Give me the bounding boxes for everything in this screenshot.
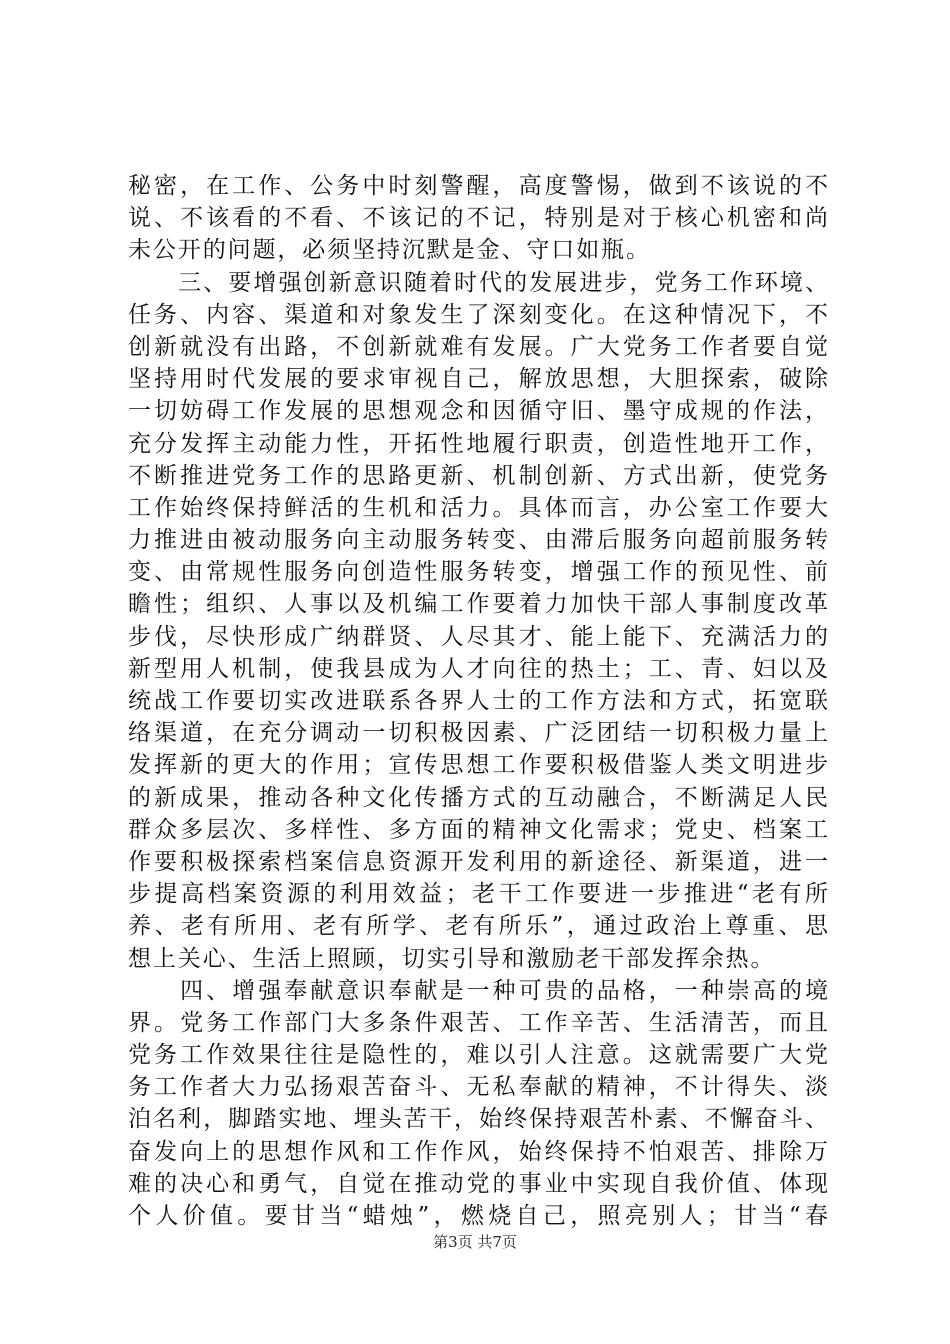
text-line: 统战工作要切实改进联系各界人士的工作方法和方式，拓宽联 xyxy=(128,688,828,714)
text-line: 养、老有所用、老有所学、老有所乐”，通过政治上尊重、思 xyxy=(128,913,828,940)
text-line: 作要积极探索档案信息资源开发利用的新途径、新渠道，进一 xyxy=(128,848,828,875)
text-line: 难的决心和勇气，自觉在推动党的事业中实现自我价值、体现 xyxy=(128,1170,828,1197)
text-line: 不断推进党务工作的思路更新、机制创新、方式出新，使党务 xyxy=(128,462,828,489)
text-line: 步提高档案资源的利用效益；老干工作要进一步推进“老有所 xyxy=(128,881,828,908)
text-line: 务工作者大力弘扬艰苦奋斗、无私奉献的精神，不计得失、淡 xyxy=(128,1074,828,1101)
text-line: 创新就没有出路，不创新就难有发展。广大党务工作者要自觉 xyxy=(128,333,828,360)
text-line: 奋发向上的思想作风和工作作风，始终保持不怕艰苦、排除万 xyxy=(128,1138,828,1165)
text-line: 力推进由被动服务向主动服务转变、由滞后服务向超前服务转 xyxy=(128,527,828,554)
text-line: 工作始终保持鲜活的生机和活力。具体而言，办公室工作要大 xyxy=(128,494,828,521)
text-line: 群众多层次、多样性、多方面的精神文化需求；党史、档案工 xyxy=(128,816,828,843)
text-line: 党务工作效果往往是隐性的，难以引人注意。这就需要广大党 xyxy=(128,1042,828,1069)
text-line: 个人价值。要甘当“蜡烛”，燃烧自己，照亮别人；甘当“春 xyxy=(128,1203,828,1229)
text-line: 三、要增强创新意识随着时代的发展进步，党务工作环境、 xyxy=(128,269,828,296)
text-line: 变、由常规性服务向创造性服务转变，增强工作的预见性、前 xyxy=(128,559,828,586)
text-line: 发挥新的更大的作用；宣传思想工作要积极借鉴人类文明进步 xyxy=(128,752,828,779)
text-line: 络渠道，在充分调动一切积极因素、广泛团结一切积极力量上 xyxy=(128,720,828,747)
text-line: 未公开的问题，必须坚持沉默是金、守口如瓶。 xyxy=(128,237,651,264)
text-line: 步伐，尽快形成广纳群贤、人尽其才、能上能下、充满活力的 xyxy=(128,623,828,650)
text-line: 秘密，在工作、公务中时刻警醒，高度警惕，做到不该说的不 xyxy=(128,173,828,199)
text-line: 说、不该看的不看、不该记的不记，特别是对于核心机密和尚 xyxy=(128,205,828,232)
text-line: 充分发挥主动能力性，开拓性地履行职责，创造性地开工作， xyxy=(128,430,828,457)
text-line: 的新成果，推动各种文化传播方式的互动融合，不断满足人民 xyxy=(128,784,828,811)
text-line: 瞻性；组织、人事以及机编工作要着力加快干部人事制度改革 xyxy=(128,591,828,618)
text-line: 四、增强奉献意识奉献是一种可贵的品格，一种崇高的境 xyxy=(128,977,828,1004)
text-line: 泊名利，脚踏实地、埋头苦干，始终保持艰苦朴素、不懈奋斗、 xyxy=(128,1106,828,1133)
text-line: 界。党务工作部门大多条件艰苦、工作辛苦、生活清苦，而且 xyxy=(128,1009,828,1036)
body-text xyxy=(128,170,828,1232)
text-line: 任务、内容、渠道和对象发生了深刻变化。在这种情况下，不 xyxy=(128,301,828,328)
page-footer: 第3页 共7页 xyxy=(433,1233,517,1251)
text-line: 想上关心、生活上照顾，切实引导和激励老干部发挥余热。 xyxy=(128,945,776,972)
text-line: 新型用人机制，使我县成为人才向往的热土；工、青、妇以及 xyxy=(128,655,828,682)
text-line: 一切妨碍工作发展的思想观念和因循守旧、墨守成规的作法， xyxy=(128,398,828,425)
text-line: 坚持用时代发展的要求审视自己，解放思想，大胆探索，破除 xyxy=(128,366,828,393)
